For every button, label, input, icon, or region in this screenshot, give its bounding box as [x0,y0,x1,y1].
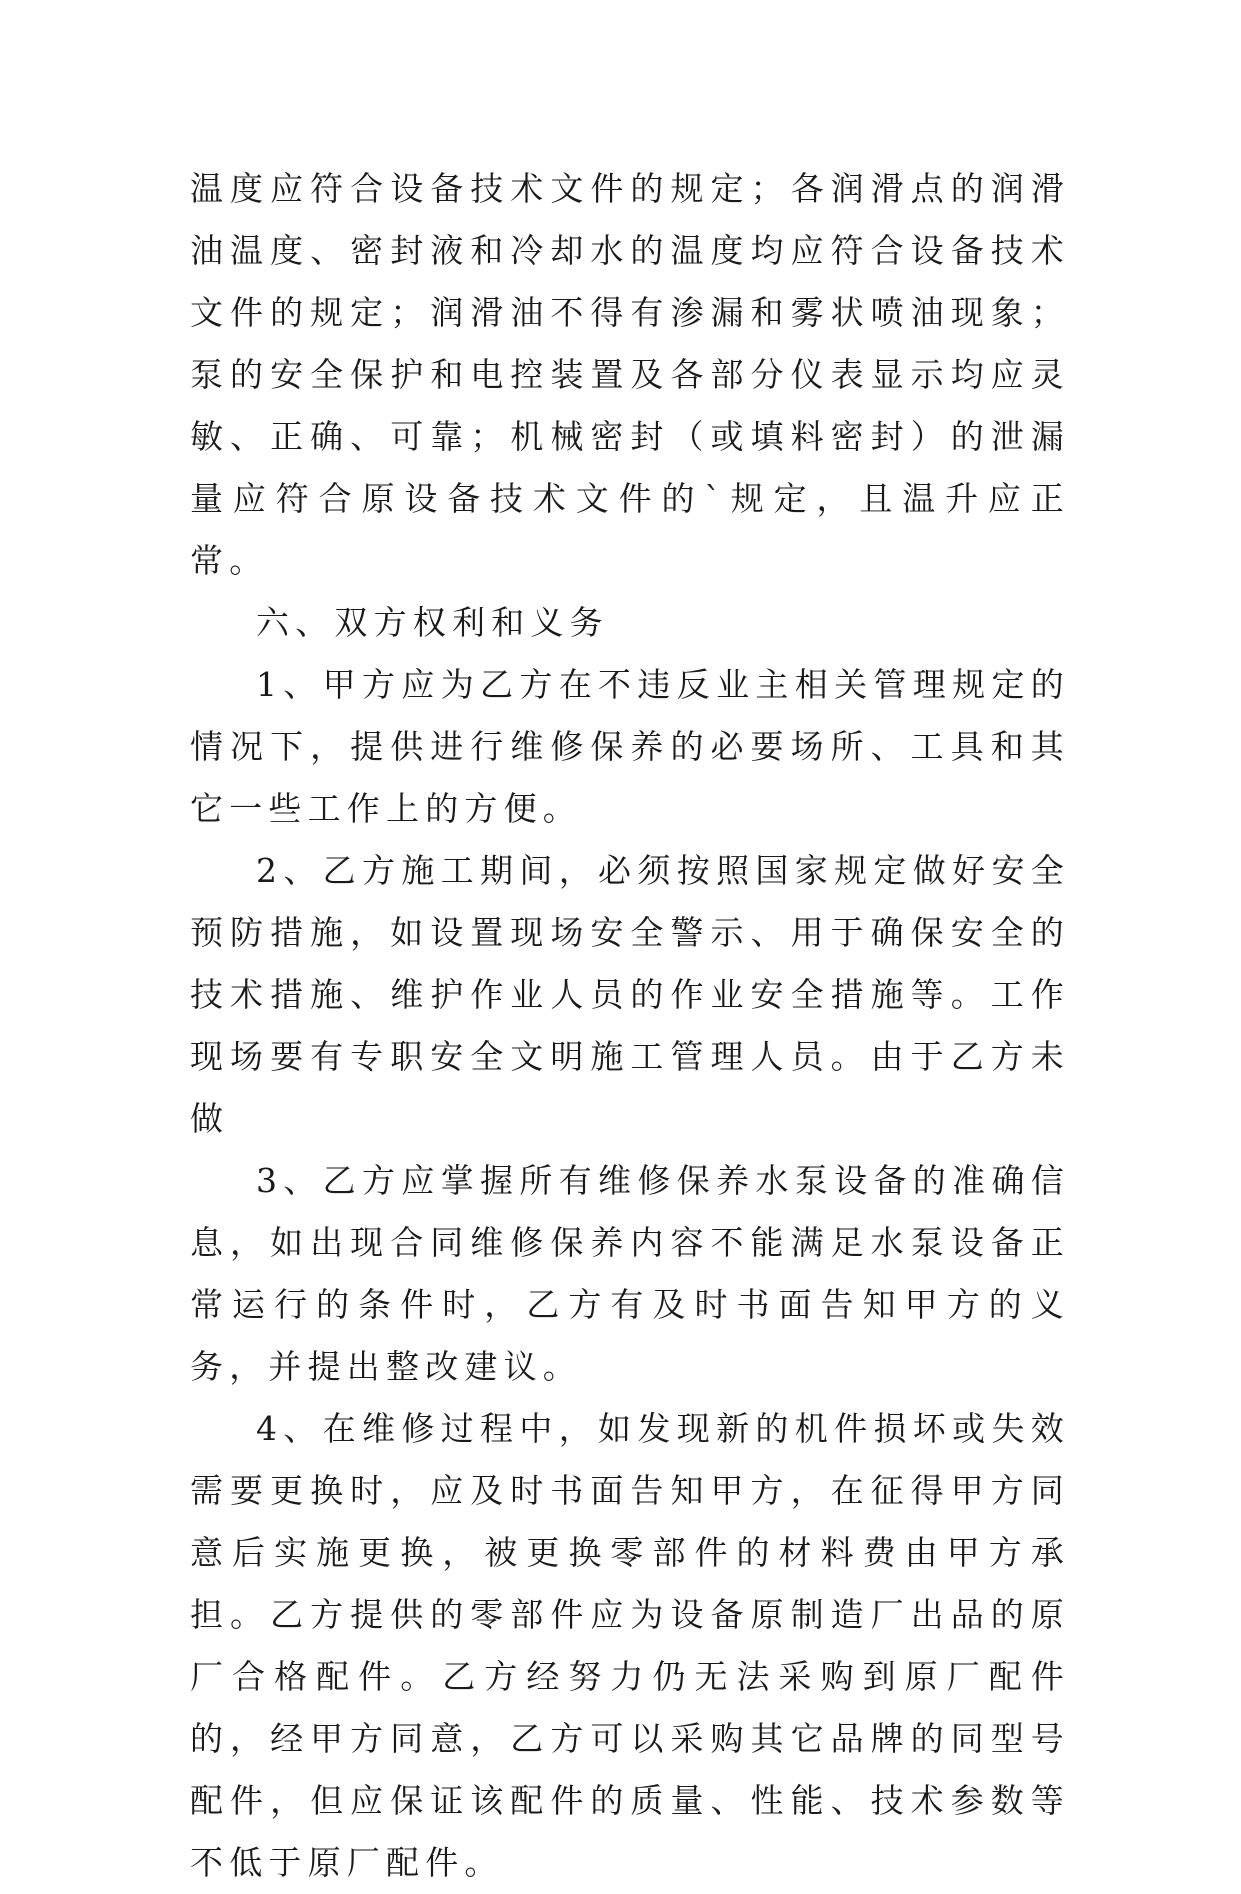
section-heading-rights-obligations: 六、双方权利和义务 [256,603,609,642]
document-body [190,158,1070,1894]
paragraph-clause-1: 1、甲方应为乙方在不违反业主相关管理规定的情况下，提供进行维修保养的必要场所、工具和其它一些工作上的方便。 [190,665,1070,828]
paragraph-continuation: 温度应符合设备技术文件的规定；各润滑点的润滑油温度、密封液和冷却水的温度均应符合设备技术文件的规定；润滑油不得有渗漏和雾状喷油现象；泵的安全保护和电控装置及各部分仪表显示均应灵敏、正确、可靠；机械密封（或填料密封）的泄漏量应符合原设备技术文件的`规定，且温升应正常。 [190,169,1070,580]
paragraph-clause-2: 2、乙方施工期间，必须按照国家规定做好安全预防措施，如设置现场安全警示、用于确保安全的技术措施、维护作业人员的作业安全措施等。工作现场要有专职安全文明施工管理人员。由于乙方未做 [190,851,1070,1138]
paragraph-clause-3: 3、乙方应掌握所有维修保养水泵设备的准确信息，如出现合同维修保养内容不能满足水泵设备正常运行的条件时，乙方有及时书面告知甲方的义务，并提出整改建议。 [190,1161,1070,1386]
paragraph-clause-4: 4、在维修过程中，如发现新的机件损坏或失效需要更换时，应及时书面告知甲方，在征得甲方同意后实施更换，被更换零部件的材料费由甲方承担。乙方提供的零部件应为设备原制造厂出品的原厂合格配件。乙方经努力仍无法采购到原厂配件的，经甲方同意，乙方可以采购其它品牌的同型号配件，但应保证该配件的质量、性能、技术参数等不低于原厂配件。 [190,1409,1070,1882]
